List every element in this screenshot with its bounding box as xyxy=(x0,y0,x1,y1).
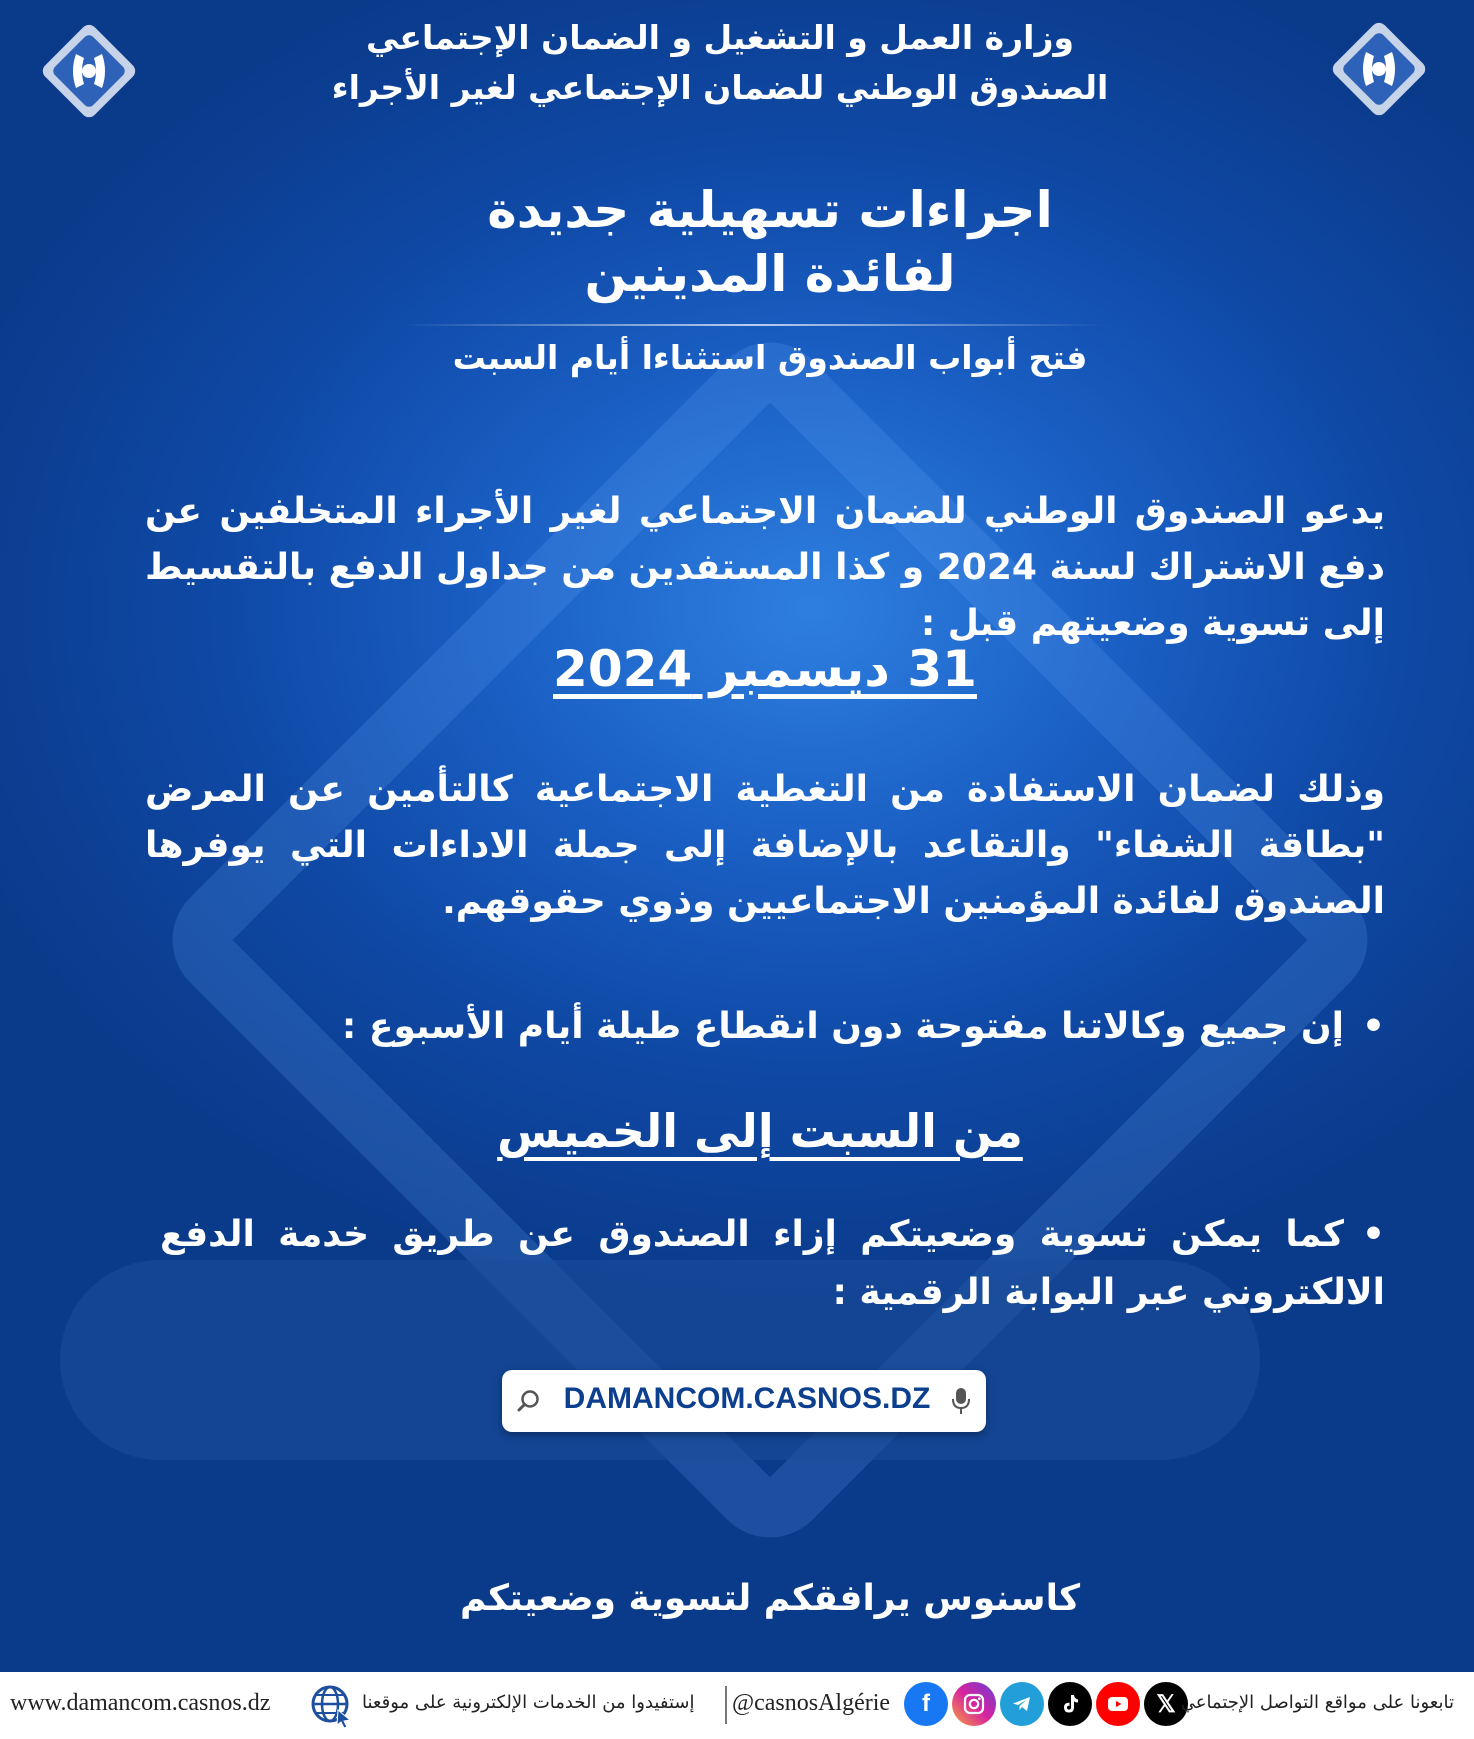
footer-separator xyxy=(725,1686,727,1724)
slogan: كاسنوس يرافقكم لتسوية وضعيتكم xyxy=(459,1578,1081,1619)
globe-icon xyxy=(310,1684,354,1728)
facebook-icon[interactable]: f xyxy=(904,1682,948,1726)
telegram-icon[interactable] xyxy=(1000,1682,1044,1726)
fund-name: الصندوق الوطني للضمان الإجتماعي لغير الأجراء xyxy=(331,68,1109,107)
portal-search-bar[interactable] xyxy=(502,1370,986,1432)
footer-website-link[interactable]: www.damancom.casnos.dz xyxy=(10,1690,271,1716)
headline-line-1: اجراءات تسهيلية جديدة xyxy=(487,181,1053,239)
bullet-online-payment xyxy=(160,1206,1385,1322)
tiktok-icon[interactable] xyxy=(1048,1682,1092,1726)
instagram-icon[interactable] xyxy=(952,1682,996,1726)
portal-url[interactable]: DAMANCOM.CASNOS.DZ xyxy=(563,1382,931,1415)
microphone-icon xyxy=(950,1386,972,1416)
social-icons xyxy=(904,1682,1188,1726)
intro-paragraph: يدعو الصندوق الوطني للضمان الاجتماعي لغير الأجراء المتخلفين عن دفع الاشتراك لسنة 2024 و كذا المستفدين من جداول الدفع بالتقسيط إلى تسوية وضعيتهم قبل : xyxy=(145,491,1385,644)
footer-services-text: إستفيدوا من الخدمات الإلكترونية على موقعنا xyxy=(362,1692,695,1713)
bullet-agencies xyxy=(160,998,1385,1056)
footer-bar xyxy=(0,1672,1474,1739)
casnos-logo-right xyxy=(1320,10,1438,128)
bullet-dot-icon: • xyxy=(1361,1006,1385,1047)
casnos-logo-left xyxy=(30,12,148,130)
x-icon[interactable]: 𝕏 xyxy=(1144,1682,1188,1726)
youtube-icon[interactable] xyxy=(1096,1682,1140,1726)
bullet-agencies-text: إن جميع وكالاتنا مفتوحة دون انقطاع طيلة أيام الأسبوع : xyxy=(341,1006,1344,1047)
title-divider xyxy=(400,324,1105,326)
bullet-online-payment-text: كما يمكن تسوية وضعيتكم إزاء الصندوق عن طريق خدمة الدفع الالكتروني عبر البوابة الرقمية : xyxy=(160,1214,1385,1313)
social-handle[interactable]: @casnosAlgérie xyxy=(732,1690,891,1716)
benefits-paragraph: وذلك لضمان الاستفادة من التغطية الاجتماعية كالتأمين عن المرض "بطاقة الشفاء" والتقاعد بالإضافة إلى جملة الاداءات التي يوفرها الصندوق لفائدة المؤمنين الاجتماعيين وذوي حقوقهم. xyxy=(145,769,1385,922)
subtitle: فتح أبواب الصندوق استثناءا أيام السبت xyxy=(452,338,1088,377)
ministry-name: وزارة العمل و التشغيل و الضمان الإجتماعي xyxy=(366,18,1074,57)
headline-line-2: لفائدة المدينين xyxy=(584,245,956,303)
opening-days: من السبت إلى الخميس xyxy=(497,1104,1023,1158)
search-icon xyxy=(516,1388,542,1414)
footer-follow-text: تابعونا على مواقع التواصل الإجتماعي xyxy=(1180,1692,1454,1713)
deadline-date: 31 ديسمبر 2024 xyxy=(553,640,977,698)
bullet-dot-icon: • xyxy=(1361,1214,1385,1255)
